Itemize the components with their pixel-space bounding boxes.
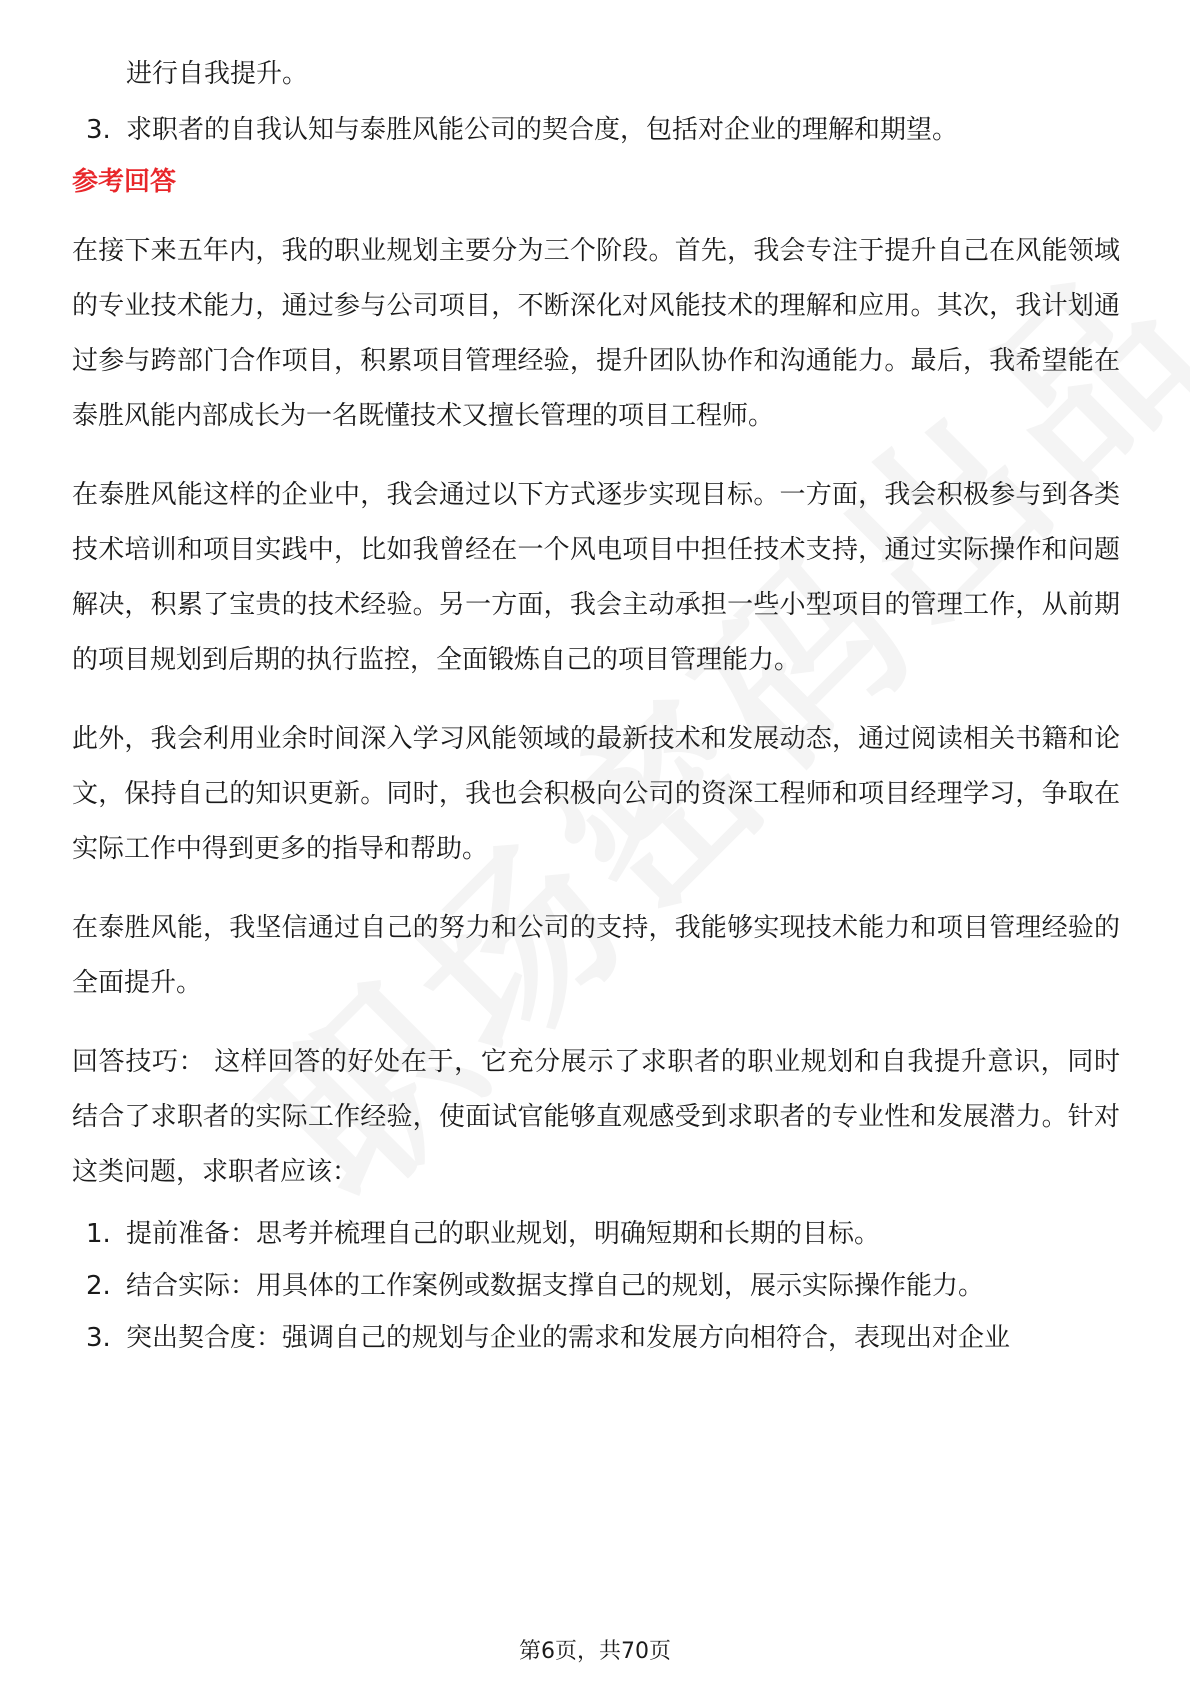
- list-item-number: 3.: [86, 1323, 111, 1353]
- answer-paragraph: 在泰胜风能，我坚信通过自己的努力和公司的支持，我能够实现技术能力和项目管理经验的全面提升。: [72, 913, 1120, 998]
- list-item: [72, 1270, 1120, 1302]
- page-number-footer: 第6页，共70页: [519, 1639, 671, 1664]
- list-item: [72, 1218, 1120, 1250]
- list-item-text: 求职者的自我认知与泰胜风能公司的契合度，包括对企业的理解和期望。: [126, 115, 959, 145]
- answer-paragraph: 在泰胜风能这样的企业中，我会通过以下方式逐步实现目标。一方面，我会积极参与到各类技术培训和项目实践中，比如我曾经在一个风电项目中担任技术支持，通过实际操作和问题解决，积累了宝贵的技术经验。另一方面，我会主动承担一些小型项目的管理工作，从前期的项目规划到后期的执行监控，全面锻炼自己的项目管理能力。: [72, 480, 1120, 675]
- answer-paragraph: 在接下来五年内，我的职业规划主要分为三个阶段。首先，我会专注于提升自己在风能领域的专业技术能力，通过参与公司项目，不断深化对风能技术的理解和应用。其次，我计划通过参与跨部门合作项目，积累项目管理经验，提升团队协作和沟通能力。最后，我希望能在泰胜风能内部成长为一名既懂技术又擅长管理的项目工程师。: [72, 236, 1120, 431]
- list-item-number: 1.: [86, 1219, 111, 1249]
- section-heading: 参考回答: [72, 167, 177, 197]
- page-content: [72, 58, 1120, 1374]
- criteria-list: [72, 114, 1120, 146]
- list-item-text: 突出契合度：强调自己的规划与企业的需求和发展方向相符合，表现出对企业: [126, 1323, 1011, 1353]
- answer-tips-paragraph: 回答技巧： 这样回答的好处在于，它充分展示了求职者的职业规划和自我提升意识，同时结合了求职者的实际工作经验，使面试官能够直观感受到求职者的专业性和发展潜力。针对这类问题，求职者应该：: [72, 1047, 1120, 1187]
- list-item-number: 3.: [86, 115, 111, 145]
- list-item-text: 提前准备：思考并梳理自己的职业规划，明确短期和长期的目标。: [126, 1219, 881, 1249]
- list-item: [72, 1322, 1120, 1354]
- list-item: [72, 114, 1120, 146]
- list-continuation-text: 进行自我提升。: [126, 59, 309, 89]
- tips-list: [72, 1218, 1120, 1354]
- answer-paragraph: 此外，我会利用业余时间深入学习风能领域的最新技术和发展动态，通过阅读相关书籍和论文，保持自己的知识更新。同时，我也会积极向公司的资深工程师和项目经理学习，争取在实际工作中得到更多的指导和帮助。: [72, 724, 1120, 864]
- list-item-text: 结合实际：用具体的工作案例或数据支撑自己的规划，展示实际操作能力。: [126, 1271, 985, 1301]
- list-item-number: 2.: [86, 1271, 111, 1301]
